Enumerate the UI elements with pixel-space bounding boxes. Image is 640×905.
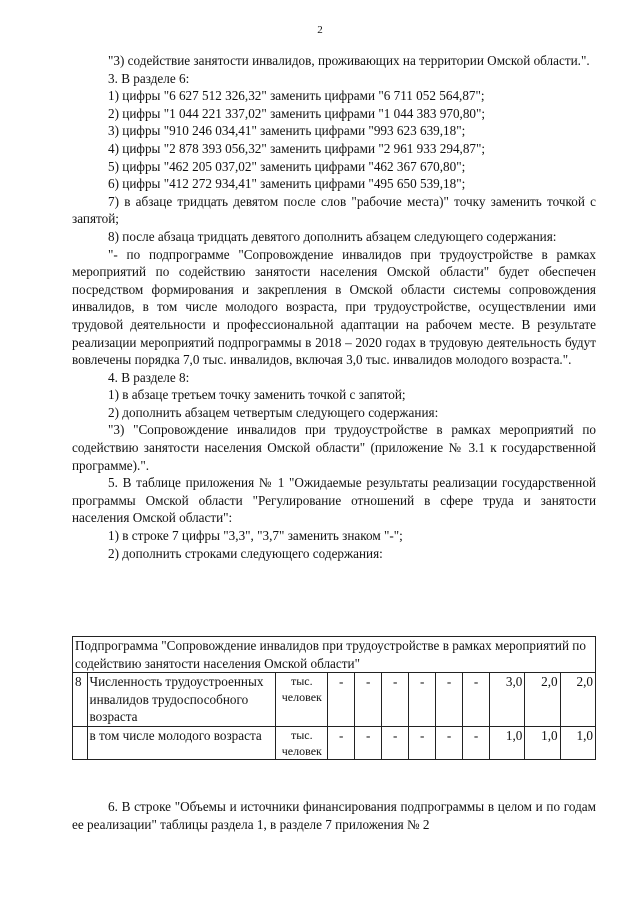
table-cell: -	[355, 726, 382, 759]
table-cell: -	[463, 726, 490, 759]
quoted-paragraph: "3) "Сопровождение инвалидов при трудоустройстве в рамках мероприятий по содействию занятости населения Омской области" (приложение № 3.1 к государственной программе).".	[72, 422, 596, 473]
table-row	[73, 673, 596, 727]
table-cell: -	[382, 673, 409, 727]
results-table	[72, 636, 596, 760]
results-table-wrapper	[72, 636, 596, 760]
row-unit: тыс. человек	[276, 673, 328, 727]
list-item: 1) в строке 7 цифры "3,3", "3,7" заменить знаком "-";	[108, 528, 403, 544]
table-cell: -	[463, 673, 490, 727]
section-heading: 3. В разделе 6:	[108, 70, 190, 86]
list-item: 2) цифры "1 044 221 337,02" заменить цифрами "1 044 383 970,80";	[108, 105, 486, 121]
table-cell: 1,0	[490, 726, 525, 759]
continuation-text	[72, 798, 596, 833]
row-unit: тыс. человек	[276, 726, 328, 759]
page-number: 2	[317, 24, 323, 36]
table-row	[73, 726, 596, 759]
table-cell: -	[355, 673, 382, 727]
list-item: 8) после абзаца тридцать девятого дополнить абзацем следующего содержания:	[108, 228, 557, 244]
list-item: 1) цифры "6 627 512 326,32" заменить цифрами "6 711 052 564,87";	[108, 88, 485, 104]
section-heading: 4. В разделе 8:	[108, 369, 190, 385]
paragraph: "3) содействие занятости инвалидов, проживающих на территории Омской области.".	[108, 53, 590, 68]
document-body	[72, 52, 596, 562]
table-cell: -	[409, 673, 436, 727]
paragraph: 5. В таблице приложения № 1 "Ожидаемые результаты реализации государственной программы Омской области "Регулирование отношений в сфере труда и занятости населения Омской области":	[72, 475, 596, 526]
row-name: в том числе молодого возраста	[87, 726, 276, 759]
table-cell: 2,0	[560, 673, 595, 727]
table-cell: -	[436, 726, 463, 759]
row-name: Численность трудоустроенных инвалидов трудоспособного возраста	[87, 673, 276, 727]
list-item: 6) цифры "412 272 934,41" заменить цифрами "495 650 539,18";	[108, 176, 466, 192]
table-cell: 3,0	[490, 673, 525, 727]
table-cell: -	[409, 726, 436, 759]
table-cell: 2,0	[525, 673, 560, 727]
paragraph: 6. В строке "Объемы и источники финансирования подпрограммы в целом и по годам ее реализации" таблицы раздела 1, в разделе 7 приложения № 2	[72, 799, 596, 832]
table-cell: -	[328, 726, 355, 759]
list-item: 4) цифры "2 878 393 056,32" заменить цифрами "2 961 933 294,87";	[108, 140, 486, 156]
table-cell: 1,0	[560, 726, 595, 759]
table-cell: 1,0	[525, 726, 560, 759]
list-item: 2) дополнить абзацем четвертым следующего содержания:	[108, 404, 439, 420]
quoted-paragraph: "- по подпрограмме "Сопровождение инвалидов при трудоустройстве в рамках мероприятий по содействию занятости населения Омской области" будет обеспечен посредством формирования и закрепления в Омской области системы сопровождения инвалидов, в том числе молодого возраста, при трудоустройстве, осуществлении ими трудовой деятельности и профессиональной адаптации на рабочем месте. В результате реализации мероприятий подпрограммы в 2018 – 2020 годах в трудовую деятельность будут вовлечены порядка 7,0 тыс. инвалидов, включая 3,0 тыс. инвалидов молодого возраста.".	[72, 246, 596, 368]
list-item: 7) в абзаце тридцать девятом после слов "рабочие места)" точку заменить точкой с запятой;	[72, 193, 596, 227]
table-cell: -	[328, 673, 355, 727]
list-item: 1) в абзаце третьем точку заменить точкой с запятой;	[108, 387, 406, 403]
list-item: 5) цифры "462 205 037,02" заменить цифрами "462 367 670,80";	[108, 158, 466, 174]
table-header: Подпрограмма "Сопровождение инвалидов при трудоустройстве в рамках мероприятий по содействию занятости населения Омской области"	[73, 637, 596, 673]
row-number: 8	[73, 673, 88, 727]
table-cell: -	[436, 673, 463, 727]
table-cell: -	[382, 726, 409, 759]
list-item: 2) дополнить строками следующего содержания:	[108, 545, 383, 561]
table-header-row	[73, 637, 596, 673]
row-number	[73, 726, 88, 759]
list-item: 3) цифры "910 246 034,41" заменить цифрами "993 623 639,18";	[108, 123, 466, 139]
